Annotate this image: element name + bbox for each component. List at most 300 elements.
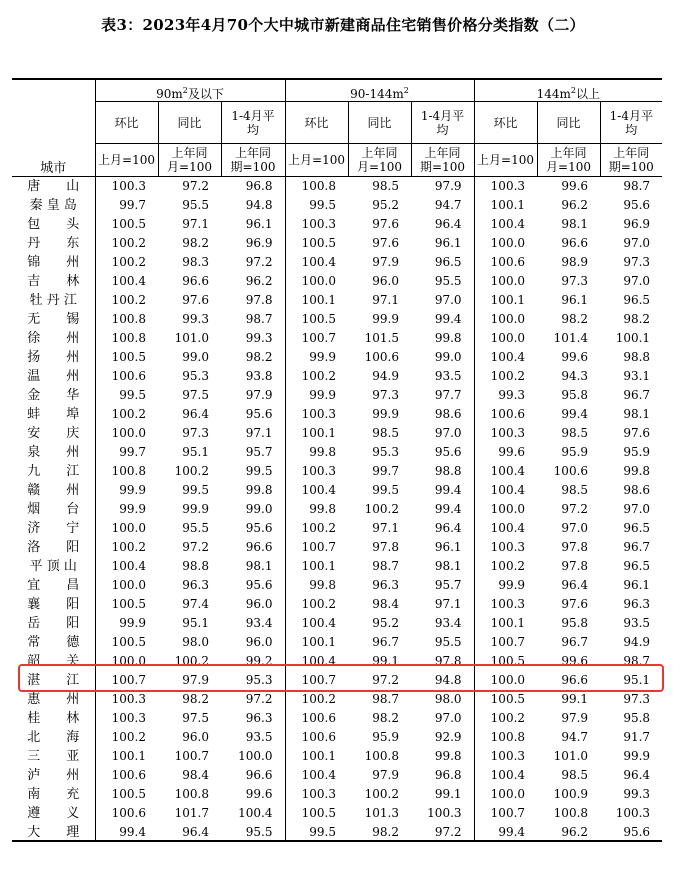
value-cell: 100.2	[364, 502, 399, 516]
value-cell: 100.2	[95, 234, 158, 253]
city-cell: 无 锡	[27, 312, 80, 327]
group-header-over-144: $144m^2$以上	[474, 79, 662, 102]
base-header: 上年同月=100	[348, 144, 411, 177]
metric-header: 环比	[95, 102, 158, 144]
value-cell: 101.0	[174, 331, 209, 345]
value-cell: 96.1	[561, 293, 589, 307]
value-cell: 96.3	[245, 711, 273, 725]
value-cell: 96.4	[561, 578, 589, 592]
base-header: 上月=100	[285, 144, 348, 177]
value-cell: 97.8	[561, 540, 589, 554]
value-cell: 100.5	[285, 234, 348, 253]
value-cell: 97.2	[182, 540, 209, 554]
city-cell: 九 江	[27, 464, 80, 479]
table-row	[12, 747, 662, 766]
value-cell: 95.8	[561, 388, 589, 402]
value-cell: 99.6	[245, 787, 273, 801]
value-cell: 100.8	[553, 806, 589, 820]
value-cell: 98.0	[434, 692, 462, 706]
value-cell: 97.6	[372, 217, 399, 231]
value-cell: 100.1	[474, 291, 537, 310]
value-cell: 99.5	[285, 196, 348, 215]
value-cell: 101.4	[553, 331, 589, 345]
value-cell: 98.2	[561, 312, 589, 326]
value-cell: 96.3	[372, 578, 399, 592]
value-cell: 99.1	[372, 654, 399, 668]
value-cell: 96.7	[561, 635, 589, 649]
value-cell: 99.3	[182, 312, 209, 326]
value-cell: 100.2	[474, 557, 537, 576]
value-cell: 97.8	[245, 293, 273, 307]
value-cell: 100.1	[285, 557, 348, 576]
value-cell: 96.1	[245, 217, 273, 231]
metric-header: 1-4月平均	[600, 102, 662, 144]
value-cell: 96.5	[623, 559, 651, 573]
value-cell: 96.5	[623, 293, 651, 307]
value-cell: 100.7	[474, 633, 537, 652]
value-cell: 100.2	[474, 367, 537, 386]
value-cell: 97.9	[561, 711, 589, 725]
value-cell: 97.9	[245, 388, 273, 402]
value-cell: 96.0	[245, 635, 273, 649]
city-cell: 济 宁	[27, 521, 80, 536]
value-cell: 94.8	[245, 198, 273, 212]
value-cell: 100.0	[95, 519, 158, 538]
table-row	[12, 766, 662, 785]
city-header: 城市	[12, 79, 95, 177]
table-row	[12, 348, 662, 367]
value-cell: 97.3	[623, 255, 651, 269]
value-cell: 99.6	[561, 350, 589, 364]
value-cell: 100.4	[474, 766, 537, 785]
value-cell: 95.5	[434, 635, 462, 649]
value-cell: 98.5	[561, 426, 589, 440]
city-cell: 吉 林	[27, 274, 80, 289]
value-cell: 100.6	[364, 350, 399, 364]
table-row	[12, 386, 662, 405]
value-cell: 100.2	[95, 728, 158, 747]
value-cell: 100.3	[285, 785, 348, 804]
city-cell: 包 头	[27, 217, 80, 232]
city-cell: 北 海	[27, 730, 80, 745]
city-cell: 唐 山	[12, 177, 95, 197]
city-cell: 温 州	[27, 369, 80, 384]
table-row	[12, 557, 662, 576]
table-row	[12, 500, 662, 519]
metric-header: 1-4月平均	[221, 102, 285, 144]
value-cell: 100.5	[95, 785, 158, 804]
value-cell: 95.1	[623, 673, 651, 687]
value-cell: 98.1	[561, 217, 589, 231]
value-cell: 97.8	[434, 654, 462, 668]
value-cell: 101.3	[364, 806, 399, 820]
value-cell: 96.8	[221, 177, 285, 197]
value-cell: 97.5	[182, 711, 209, 725]
value-cell: 97.2	[158, 177, 221, 197]
value-cell: 100.0	[474, 310, 537, 329]
value-cell: 93.4	[434, 616, 462, 630]
value-cell: 100.3	[474, 595, 537, 614]
value-cell: 97.0	[434, 711, 462, 725]
value-cell: 100.6	[285, 728, 348, 747]
table-row	[12, 367, 662, 386]
value-cell: 96.6	[561, 236, 589, 250]
value-cell: 95.6	[245, 407, 273, 421]
table-row	[12, 253, 662, 272]
value-cell: 98.0	[182, 635, 209, 649]
table-row	[12, 785, 662, 804]
value-cell: 95.3	[372, 445, 399, 459]
city-cell: 遵 义	[27, 806, 80, 821]
value-cell: 97.8	[561, 559, 589, 573]
value-cell: 100.2	[285, 519, 348, 538]
value-cell: 96.7	[623, 540, 651, 554]
highlight-box	[18, 664, 664, 692]
value-cell: 100.5	[285, 310, 348, 329]
value-cell: 100.6	[553, 464, 589, 478]
value-cell: 100.0	[474, 785, 537, 804]
value-cell: 100.4	[474, 348, 537, 367]
value-cell: 95.7	[245, 445, 273, 459]
base-header: 上月=100	[474, 144, 537, 177]
city-cell: 泉 州	[27, 445, 80, 460]
value-cell: 98.4	[372, 597, 399, 611]
value-cell: 99.9	[623, 749, 651, 763]
city-cell: 丹 东	[27, 236, 80, 251]
value-cell: 100.5	[95, 348, 158, 367]
city-cell: 蚌 埠	[27, 407, 80, 422]
value-cell: 99.7	[372, 464, 399, 478]
value-cell: 99.7	[95, 443, 158, 462]
value-cell: 99.8	[623, 464, 651, 478]
value-cell: 100.7	[285, 329, 348, 348]
value-cell: 100.9	[553, 787, 589, 801]
city-cell: 泸 州	[27, 768, 80, 783]
base-header: 上年同期=100	[600, 144, 662, 177]
value-cell: 96.2	[561, 198, 589, 212]
value-cell: 98.2	[182, 692, 209, 706]
value-cell: 100.2	[285, 595, 348, 614]
city-cell: 岳 阳	[27, 616, 80, 631]
value-cell: 100.4	[474, 215, 537, 234]
value-cell: 100.1	[285, 291, 348, 310]
value-cell: 100.4	[285, 652, 348, 671]
value-cell: 100.8	[474, 728, 537, 747]
value-cell: 100.6	[474, 405, 537, 424]
metric-header-row	[12, 102, 662, 144]
group-header-90-144: $90-144m^2$	[285, 79, 474, 102]
table-row	[12, 633, 662, 652]
value-cell: 96.9	[623, 217, 651, 231]
value-cell: 96.5	[623, 521, 651, 535]
value-cell: 95.9	[372, 730, 399, 744]
city-cell: 洛 阳	[27, 540, 80, 555]
value-cell: 94.9	[372, 369, 399, 383]
value-cell: 96.2	[561, 825, 589, 839]
value-cell: 95.6	[245, 578, 273, 592]
metric-header: 同比	[158, 102, 221, 144]
city-cell: 扬 州	[27, 350, 80, 365]
city-cell: 安 庆	[27, 426, 80, 441]
value-cell: 100.7	[174, 749, 209, 763]
value-cell: 96.6	[245, 768, 273, 782]
base-header: 上月=100	[95, 144, 158, 177]
value-cell: 100.2	[174, 654, 209, 668]
value-cell: 98.2	[372, 711, 399, 725]
table-row	[12, 234, 662, 253]
value-cell: 99.1	[434, 787, 462, 801]
value-cell: 95.6	[434, 445, 462, 459]
value-cell: 95.6	[623, 198, 651, 212]
metric-header: 1-4月平均	[411, 102, 474, 144]
value-cell: 100.5	[474, 690, 537, 709]
value-cell: 96.0	[372, 274, 399, 288]
value-cell: 100.7	[285, 538, 348, 557]
value-cell: 97.1	[372, 293, 399, 307]
value-cell: 100.5	[474, 652, 537, 671]
value-cell: 97.6	[623, 426, 651, 440]
value-cell: 98.4	[182, 768, 209, 782]
value-cell: 100.3	[285, 215, 348, 234]
value-cell: 100.1	[615, 331, 651, 345]
value-cell: 100.3	[474, 538, 537, 557]
value-cell: 96.6	[245, 540, 273, 554]
value-cell: 100.1	[285, 747, 348, 766]
value-cell: 96.2	[245, 274, 273, 288]
value-cell: 96.0	[245, 597, 273, 611]
value-cell: 98.1	[245, 559, 273, 573]
value-cell: 95.5	[434, 274, 462, 288]
value-cell: 96.1	[434, 540, 462, 554]
value-cell: 100.2	[95, 291, 158, 310]
value-cell: 98.7	[372, 559, 399, 573]
value-cell: 99.2	[245, 654, 273, 668]
table-row	[12, 519, 662, 538]
value-cell: 94.7	[561, 730, 589, 744]
value-cell: 100.1	[474, 614, 537, 633]
value-cell: 96.6	[182, 274, 209, 288]
value-cell: 99.9	[285, 386, 348, 405]
value-cell: 99.4	[434, 312, 462, 326]
value-cell: 94.7	[434, 198, 462, 212]
value-cell: 100.2	[364, 787, 399, 801]
value-cell: 100.3	[95, 709, 158, 728]
value-cell: 100.2	[474, 709, 537, 728]
value-cell: 100.2	[95, 538, 158, 557]
value-cell: 95.8	[623, 711, 651, 725]
table-bottom-rule	[12, 840, 662, 842]
value-cell: 100.8	[364, 749, 399, 763]
city-cell: 大 理	[27, 825, 80, 840]
value-cell: 93.4	[245, 616, 273, 630]
city-cell: 三 亚	[27, 749, 80, 764]
value-cell: 100.8	[95, 310, 158, 329]
value-cell: 100.4	[474, 462, 537, 481]
value-cell: 98.6	[623, 483, 651, 497]
value-cell: 98.2	[245, 350, 273, 364]
value-cell: 100.4	[238, 806, 273, 820]
city-cell: 南 充	[27, 787, 80, 802]
value-cell: 99.8	[285, 576, 348, 595]
city-cell: 湛 江	[27, 673, 80, 688]
value-cell: 98.7	[600, 177, 662, 197]
value-cell: 97.6	[182, 293, 209, 307]
table-row	[12, 462, 662, 481]
value-cell: 100.6	[95, 804, 158, 823]
value-cell: 99.8	[245, 483, 273, 497]
value-cell: 96.7	[623, 388, 651, 402]
city-cell: 烟 台	[27, 502, 80, 517]
value-cell: 100.5	[95, 595, 158, 614]
value-cell: 96.0	[182, 730, 209, 744]
value-cell: 96.3	[623, 597, 651, 611]
value-cell: 96.8	[434, 768, 462, 782]
table-row	[12, 804, 662, 823]
value-cell: 100.3	[474, 747, 537, 766]
value-cell: 95.7	[434, 578, 462, 592]
value-cell: 100.4	[285, 481, 348, 500]
value-cell: 100.0	[95, 424, 158, 443]
value-cell: 95.6	[623, 825, 651, 839]
value-cell: 100.6	[95, 766, 158, 785]
table-row	[12, 291, 662, 310]
value-cell: 97.6	[372, 236, 399, 250]
value-cell: 99.3	[474, 386, 537, 405]
city-cell: 赣 州	[27, 483, 80, 498]
value-cell: 93.5	[434, 369, 462, 383]
value-cell: 99.9	[285, 348, 348, 367]
value-cell: 98.6	[434, 407, 462, 421]
table-body	[12, 177, 662, 843]
value-cell: 99.8	[285, 443, 348, 462]
metric-header: 同比	[348, 102, 411, 144]
value-cell: 100.2	[95, 253, 158, 272]
city-cell: 常 德	[27, 635, 80, 650]
value-cell: 98.7	[372, 692, 399, 706]
value-cell: 99.5	[245, 464, 273, 478]
table-row	[12, 424, 662, 443]
metric-header: 环比	[285, 102, 348, 144]
value-cell: 99.6	[537, 177, 600, 197]
value-cell: 100.5	[285, 804, 348, 823]
value-cell: 97.0	[623, 236, 651, 250]
value-cell: 97.9	[372, 255, 399, 269]
value-cell: 98.3	[182, 255, 209, 269]
city-cell: 韶 关	[27, 654, 80, 669]
value-cell: 100.8	[285, 177, 348, 197]
value-cell: 97.4	[182, 597, 209, 611]
value-cell: 95.9	[623, 445, 651, 459]
value-cell: 98.8	[623, 350, 651, 364]
value-cell: 97.0	[623, 502, 651, 516]
value-cell: 100.4	[95, 272, 158, 291]
value-cell: 100.2	[285, 690, 348, 709]
value-cell: 95.3	[245, 673, 273, 687]
value-cell: 99.9	[474, 576, 537, 595]
table-row	[12, 310, 662, 329]
value-cell: 97.2	[372, 673, 399, 687]
value-cell: 99.3	[245, 331, 273, 345]
value-cell: 100.4	[285, 614, 348, 633]
value-cell: 99.4	[434, 483, 462, 497]
value-cell: 100.3	[474, 424, 537, 443]
value-cell: 96.4	[623, 768, 651, 782]
value-cell: 100.1	[474, 196, 537, 215]
table-row	[12, 177, 662, 197]
value-cell: 100.1	[285, 633, 348, 652]
value-cell: 100.3	[285, 462, 348, 481]
value-cell: 100.0	[474, 500, 537, 519]
value-cell: 100.0	[474, 234, 537, 253]
value-cell: 100.5	[95, 215, 158, 234]
value-cell: 100.4	[285, 766, 348, 785]
value-cell: 98.5	[372, 426, 399, 440]
value-cell: 97.3	[561, 274, 589, 288]
value-cell: 99.4	[434, 502, 462, 516]
group-header-under-90: $90m^2$及以下	[95, 79, 285, 102]
value-cell: 99.0	[434, 350, 462, 364]
value-cell: 99.9	[95, 481, 158, 500]
value-cell: 100.0	[95, 576, 158, 595]
value-cell: 97.9	[182, 673, 209, 687]
value-cell: 97.3	[623, 692, 651, 706]
metric-header: 同比	[537, 102, 600, 144]
value-cell: 97.0	[434, 426, 462, 440]
value-cell: 97.1	[434, 597, 462, 611]
value-cell: 100.4	[474, 481, 537, 500]
base-header: 上年同期=100	[411, 144, 474, 177]
value-cell: 97.2	[245, 692, 273, 706]
value-cell: 100.8	[95, 462, 158, 481]
value-cell: 97.5	[182, 388, 209, 402]
value-cell: 97.8	[372, 540, 399, 554]
value-cell: 100.3	[615, 806, 651, 820]
value-cell: 97.9	[411, 177, 474, 197]
base-header: 上年同月=100	[537, 144, 600, 177]
value-cell: 100.5	[95, 633, 158, 652]
value-cell: 96.6	[561, 673, 589, 687]
value-cell: 96.4	[434, 217, 462, 231]
value-cell: 93.8	[245, 369, 273, 383]
value-cell: 99.5	[372, 483, 399, 497]
table-row	[12, 443, 662, 462]
value-cell: 99.1	[561, 692, 589, 706]
table-row	[12, 709, 662, 728]
value-cell: 98.9	[561, 255, 589, 269]
table-row	[12, 272, 662, 291]
value-cell: 95.1	[182, 616, 209, 630]
value-cell: 100.0	[285, 272, 348, 291]
table-row	[12, 728, 662, 747]
value-cell: 98.7	[245, 312, 273, 326]
value-cell: 101.0	[553, 749, 589, 763]
table-row	[12, 576, 662, 595]
value-cell: 98.7	[623, 654, 651, 668]
value-cell: 96.5	[434, 255, 462, 269]
city-cell: 金 华	[27, 388, 80, 403]
value-cell: 98.2	[182, 236, 209, 250]
value-cell: 100.4	[474, 519, 537, 538]
value-cell: 99.4	[561, 407, 589, 421]
value-cell: 95.1	[182, 445, 209, 459]
value-cell: 99.9	[372, 407, 399, 421]
value-cell: 95.9	[561, 445, 589, 459]
table-row	[12, 329, 662, 348]
value-cell: 100.4	[285, 253, 348, 272]
price-index-table	[12, 78, 662, 842]
value-cell: 97.2	[561, 502, 589, 516]
value-cell: 96.3	[182, 578, 209, 592]
